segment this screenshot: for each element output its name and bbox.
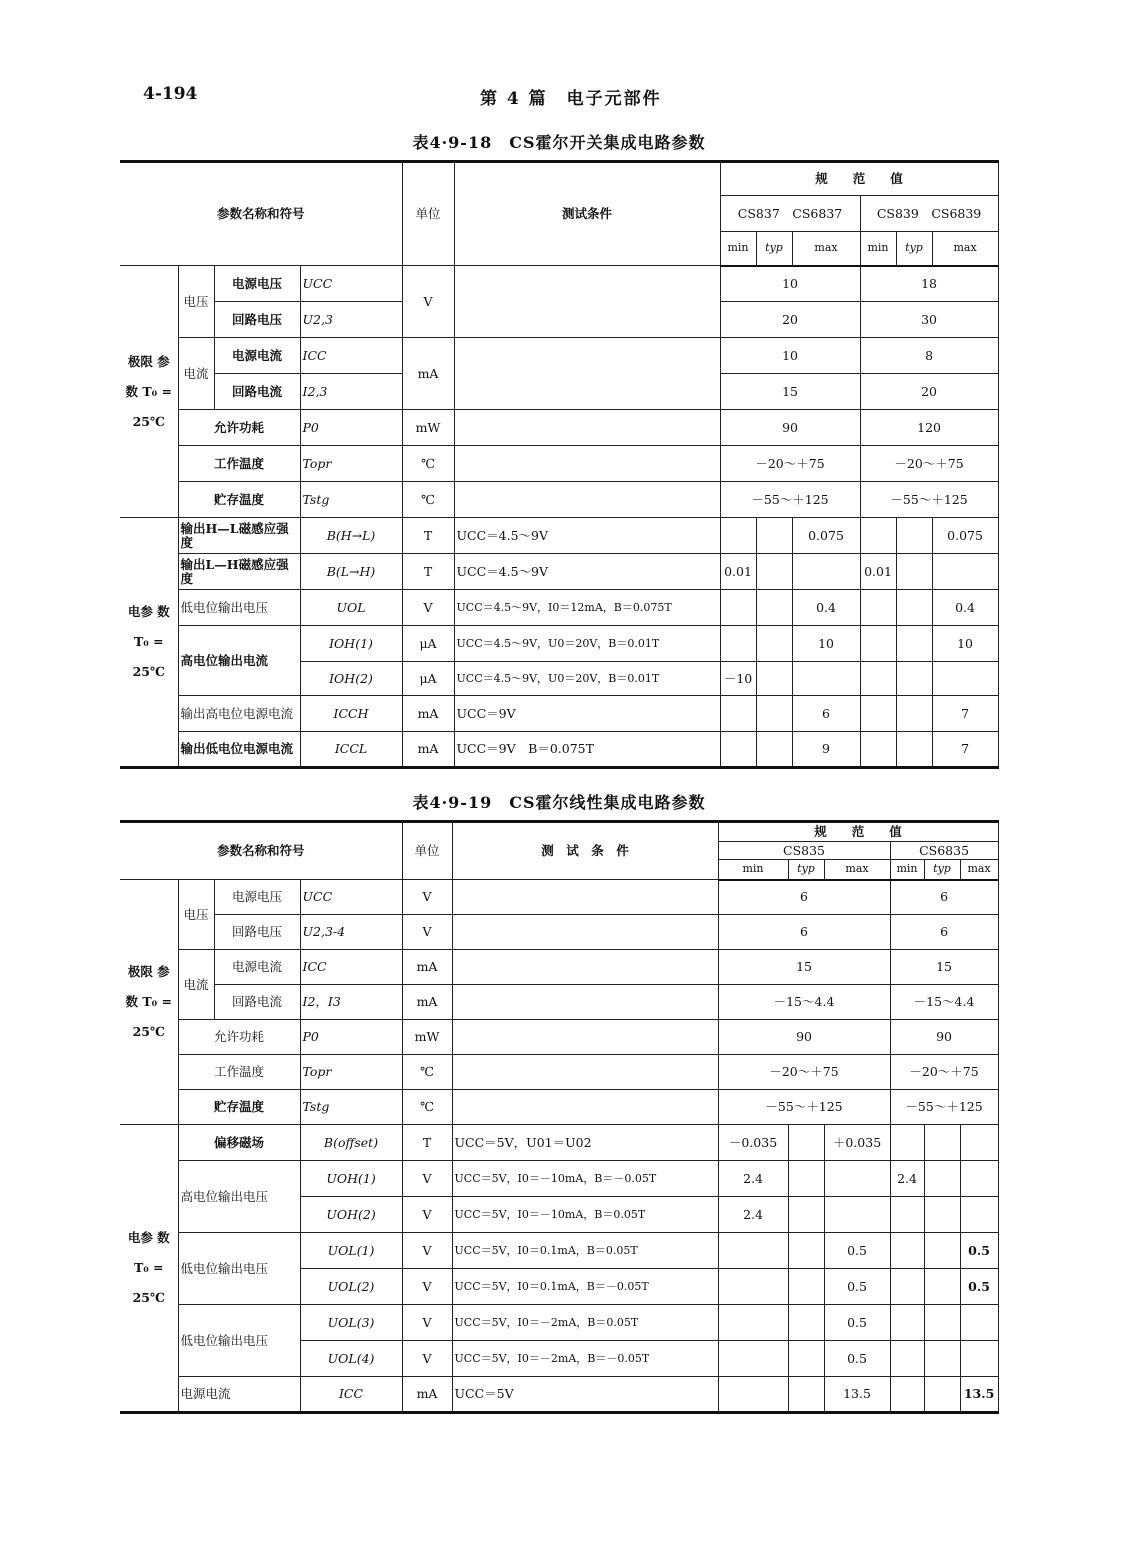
test-condition: UCC＝4.5～9V bbox=[454, 518, 720, 554]
param-symbol: UOH(2) bbox=[300, 1197, 402, 1233]
value-b-max: 7 bbox=[932, 732, 998, 768]
param-name: 偏移磁场 bbox=[178, 1125, 300, 1161]
value-b-min bbox=[890, 1305, 924, 1341]
spec-value-b: 20 bbox=[860, 374, 998, 410]
value-a-typ bbox=[756, 696, 792, 732]
test-condition bbox=[452, 1055, 718, 1090]
spec-value-a: 10 bbox=[720, 338, 860, 374]
param-name: 回路电流 bbox=[214, 374, 300, 410]
value-a-max: 6 bbox=[792, 696, 860, 732]
param-symbol: U2,3-4 bbox=[300, 915, 402, 950]
value-b-max: 0.4 bbox=[932, 590, 998, 626]
param-symbol: UCC bbox=[300, 880, 402, 915]
category-voltage: 电压 bbox=[178, 266, 214, 338]
spec-value-a: －20～＋75 bbox=[718, 1055, 890, 1090]
param-unit: V bbox=[402, 1269, 452, 1305]
table1-sub-min: min bbox=[860, 232, 896, 266]
value-a-max bbox=[824, 1161, 890, 1197]
elec-group-label: 电参 数 T₀ = 25℃ bbox=[120, 1125, 178, 1413]
value-b-max bbox=[960, 1161, 998, 1197]
table1-sub-typ: typ bbox=[896, 232, 932, 266]
param-unit: V bbox=[402, 1233, 452, 1269]
value-a-max bbox=[792, 554, 860, 590]
param-unit: mA bbox=[402, 985, 452, 1020]
param-name: 低电位输出电压 bbox=[178, 1305, 300, 1377]
spec-value-b: 6 bbox=[890, 880, 998, 915]
param-unit: ℃ bbox=[402, 1090, 452, 1125]
value-b-typ bbox=[924, 1269, 960, 1305]
value-b-max: 7 bbox=[932, 696, 998, 732]
value-a-typ bbox=[788, 1269, 824, 1305]
param-symbol: Topr bbox=[300, 1055, 402, 1090]
param-symbol: IOH(2) bbox=[300, 662, 402, 696]
value-a-max: 0.5 bbox=[824, 1233, 890, 1269]
param-name: 电源电压 bbox=[214, 266, 300, 302]
param-unit: V bbox=[402, 880, 452, 915]
value-a-min bbox=[718, 1377, 788, 1413]
spec-value-b: －20～＋75 bbox=[890, 1055, 998, 1090]
param-unit: mA bbox=[402, 338, 454, 410]
value-b-typ bbox=[924, 1197, 960, 1233]
param-unit: mW bbox=[402, 1020, 452, 1055]
spec-value-b: 6 bbox=[890, 915, 998, 950]
test-condition bbox=[452, 915, 718, 950]
param-name: 输出H—L磁感应强度 bbox=[178, 518, 300, 554]
value-a-min: －10 bbox=[720, 662, 756, 696]
test-condition bbox=[454, 482, 720, 518]
param-symbol: UCC bbox=[300, 266, 402, 302]
param-unit: μA bbox=[402, 662, 454, 696]
param-unit: mA bbox=[402, 1377, 452, 1413]
param-name: 低电位输出电压 bbox=[178, 590, 300, 626]
param-name: 回路电压 bbox=[214, 915, 300, 950]
spec-value-a: 10 bbox=[720, 266, 860, 302]
spec-value-b: 8 bbox=[860, 338, 998, 374]
spec-value-b: －55～＋125 bbox=[860, 482, 998, 518]
table2-col-spec: 规 范 值 bbox=[718, 822, 998, 842]
value-b-min: 0.01 bbox=[860, 554, 896, 590]
value-a-max: 0.5 bbox=[824, 1341, 890, 1377]
value-a-max: 10 bbox=[792, 626, 860, 662]
param-symbol: Tstg bbox=[300, 482, 402, 518]
param-symbol: ICC bbox=[300, 338, 402, 374]
test-condition: UCC＝5V bbox=[452, 1377, 718, 1413]
value-b-typ bbox=[896, 554, 932, 590]
test-condition: UCC＝5V，I0＝0.1mA，B＝－0.05T bbox=[452, 1269, 718, 1305]
value-b-typ bbox=[896, 590, 932, 626]
test-condition bbox=[452, 1090, 718, 1125]
value-a-max bbox=[824, 1197, 890, 1233]
limit-group-label: 极限 参数 T₀ = 25℃ bbox=[120, 266, 178, 518]
param-name: 贮存温度 bbox=[178, 482, 300, 518]
value-b-max bbox=[960, 1197, 998, 1233]
spec-value-b: －15～4.4 bbox=[890, 985, 998, 1020]
value-b-min bbox=[860, 626, 896, 662]
table2-col-param: 参数名称和符号 bbox=[120, 822, 402, 880]
table1-models-b: CS839 CS6839 bbox=[860, 196, 998, 232]
param-unit: mA bbox=[402, 950, 452, 985]
param-unit: ℃ bbox=[402, 482, 454, 518]
test-condition: UCC＝4.5～9V bbox=[454, 554, 720, 590]
table1-col-unit: 单位 bbox=[402, 162, 454, 266]
test-condition: UCC＝5V，I0＝－10mA，B＝0.05T bbox=[452, 1197, 718, 1233]
param-symbol: UOL(2) bbox=[300, 1269, 402, 1305]
category-current: 电流 bbox=[178, 950, 214, 1020]
param-symbol: B(H→L) bbox=[300, 518, 402, 554]
param-name: 回路电流 bbox=[214, 985, 300, 1020]
value-b-min bbox=[860, 662, 896, 696]
value-b-min bbox=[860, 518, 896, 554]
param-symbol: UOL(4) bbox=[300, 1341, 402, 1377]
value-b-typ bbox=[924, 1233, 960, 1269]
param-name: 工作温度 bbox=[178, 446, 300, 482]
table1-sub-max: max bbox=[792, 232, 860, 266]
test-condition: UCC＝9V bbox=[454, 696, 720, 732]
param-unit: T bbox=[402, 1125, 452, 1161]
test-condition bbox=[452, 985, 718, 1020]
value-a-typ bbox=[788, 1197, 824, 1233]
table2-sub-min: min bbox=[890, 860, 924, 880]
value-a-typ bbox=[788, 1305, 824, 1341]
table2-model-b: CS6835 bbox=[890, 842, 998, 860]
param-unit: T bbox=[402, 554, 454, 590]
table2-model-a: CS835 bbox=[718, 842, 890, 860]
param-name: 贮存温度 bbox=[178, 1090, 300, 1125]
value-a-min: －0.035 bbox=[718, 1125, 788, 1161]
value-a-typ bbox=[756, 554, 792, 590]
table2-sub-typ: typ bbox=[788, 860, 824, 880]
value-a-min bbox=[720, 518, 756, 554]
value-a-typ bbox=[788, 1125, 824, 1161]
param-name: 输出L—H磁感应强度 bbox=[178, 554, 300, 590]
table2-sub-min: min bbox=[718, 860, 788, 880]
value-b-min: 2.4 bbox=[890, 1161, 924, 1197]
spec-value-a: 6 bbox=[718, 915, 890, 950]
test-condition bbox=[452, 1020, 718, 1055]
param-name: 电源电压 bbox=[214, 880, 300, 915]
value-a-max: ＋0.035 bbox=[824, 1125, 890, 1161]
param-unit: V bbox=[402, 1197, 452, 1233]
value-a-typ bbox=[756, 590, 792, 626]
test-condition: UCC＝5V，I0＝0.1mA，B＝0.05T bbox=[452, 1233, 718, 1269]
param-symbol: P0 bbox=[300, 410, 402, 446]
table1-col-param: 参数名称和符号 bbox=[120, 162, 402, 266]
value-a-min: 0.01 bbox=[720, 554, 756, 590]
value-a-min bbox=[718, 1341, 788, 1377]
value-b-max: 0.5 bbox=[960, 1269, 998, 1305]
table2-col-cond: 测 试 条 件 bbox=[452, 822, 718, 880]
param-symbol: IOH(1) bbox=[300, 626, 402, 662]
param-name: 电源电流 bbox=[178, 1377, 300, 1413]
value-b-typ bbox=[924, 1377, 960, 1413]
value-b-typ bbox=[896, 518, 932, 554]
value-a-min bbox=[718, 1233, 788, 1269]
value-a-typ bbox=[788, 1233, 824, 1269]
value-a-min bbox=[720, 696, 756, 732]
param-unit: V bbox=[402, 266, 454, 338]
elec-group-label: 电参 数 T₀ = 25℃ bbox=[120, 518, 178, 768]
param-symbol: ICCH bbox=[300, 696, 402, 732]
value-a-typ bbox=[756, 732, 792, 768]
param-unit: ℃ bbox=[402, 446, 454, 482]
spec-value-a: －55～＋125 bbox=[720, 482, 860, 518]
value-b-min bbox=[890, 1269, 924, 1305]
value-a-typ bbox=[756, 626, 792, 662]
param-symbol: U2,3 bbox=[300, 302, 402, 338]
value-a-max: 0.075 bbox=[792, 518, 860, 554]
table2-sub-typ: typ bbox=[924, 860, 960, 880]
param-unit: mA bbox=[402, 732, 454, 768]
value-a-max: 0.4 bbox=[792, 590, 860, 626]
spec-value-a: 90 bbox=[718, 1020, 890, 1055]
spec-value-a: －20～＋75 bbox=[720, 446, 860, 482]
value-b-typ bbox=[924, 1305, 960, 1341]
value-b-min bbox=[890, 1341, 924, 1377]
table2-sub-max: max bbox=[960, 860, 998, 880]
value-a-max: 9 bbox=[792, 732, 860, 768]
table1-sub-max: max bbox=[932, 232, 998, 266]
param-symbol: B(offset) bbox=[300, 1125, 402, 1161]
table2-col-unit: 单位 bbox=[402, 822, 452, 880]
value-a-max: 0.5 bbox=[824, 1305, 890, 1341]
value-a-min bbox=[718, 1269, 788, 1305]
value-a-min bbox=[718, 1305, 788, 1341]
test-condition bbox=[452, 880, 718, 915]
param-unit: T bbox=[402, 518, 454, 554]
table2 bbox=[120, 820, 999, 1414]
param-name: 低电位输出电压 bbox=[178, 1233, 300, 1305]
value-b-max bbox=[960, 1305, 998, 1341]
test-condition: UCC＝4.5～9V，U0＝20V，B＝0.01T bbox=[454, 662, 720, 696]
test-condition: UCC＝5V，I0＝－10mA，B＝－0.05T bbox=[452, 1161, 718, 1197]
param-symbol: Tstg bbox=[300, 1090, 402, 1125]
value-a-min: 2.4 bbox=[718, 1197, 788, 1233]
param-symbol: P0 bbox=[300, 1020, 402, 1055]
value-b-typ bbox=[896, 696, 932, 732]
spec-value-a: 15 bbox=[720, 374, 860, 410]
param-unit: mA bbox=[402, 696, 454, 732]
param-symbol: UOL bbox=[300, 590, 402, 626]
value-b-typ bbox=[896, 662, 932, 696]
param-symbol: UOL(1) bbox=[300, 1233, 402, 1269]
table1-models-a: CS837 CS6837 bbox=[720, 196, 860, 232]
spec-value-a: 6 bbox=[718, 880, 890, 915]
test-condition bbox=[454, 338, 720, 410]
value-a-typ bbox=[788, 1341, 824, 1377]
table1-sub-min: min bbox=[720, 232, 756, 266]
param-symbol: UOL(3) bbox=[300, 1305, 402, 1341]
value-b-typ bbox=[924, 1125, 960, 1161]
spec-value-b: 30 bbox=[860, 302, 998, 338]
test-condition bbox=[454, 266, 720, 338]
spec-value-a: 90 bbox=[720, 410, 860, 446]
value-b-min bbox=[860, 696, 896, 732]
test-condition: UCC＝5V，I0＝－2mA，B＝－0.05T bbox=[452, 1341, 718, 1377]
value-b-min bbox=[860, 590, 896, 626]
value-b-typ bbox=[924, 1161, 960, 1197]
value-b-max bbox=[960, 1341, 998, 1377]
param-symbol: I2，I3 bbox=[300, 985, 402, 1020]
value-b-max: 0.5 bbox=[960, 1233, 998, 1269]
table2-sub-max: max bbox=[824, 860, 890, 880]
param-unit: mW bbox=[402, 410, 454, 446]
value-a-max bbox=[792, 662, 860, 696]
table1-caption: 表4·9-18 CS霍尔开关集成电路参数 bbox=[412, 133, 706, 152]
category-current: 电流 bbox=[178, 338, 214, 410]
category-voltage: 电压 bbox=[178, 880, 214, 950]
value-b-max: 13.5 bbox=[960, 1377, 998, 1413]
test-condition: UCC＝4.5～9V，U0＝20V，B＝0.01T bbox=[454, 626, 720, 662]
test-condition: UCC＝9V B＝0.075T bbox=[454, 732, 720, 768]
test-condition: UCC＝4.5～9V，I0＝12mA，B＝0.075T bbox=[454, 590, 720, 626]
value-a-typ bbox=[756, 518, 792, 554]
value-a-min bbox=[720, 732, 756, 768]
value-a-typ bbox=[756, 662, 792, 696]
param-unit: V bbox=[402, 915, 452, 950]
table1-col-cond: 测试条件 bbox=[454, 162, 720, 266]
test-condition bbox=[452, 950, 718, 985]
table1-col-spec: 规 范 值 bbox=[720, 162, 998, 196]
value-b-max: 10 bbox=[932, 626, 998, 662]
param-unit: ℃ bbox=[402, 1055, 452, 1090]
test-condition bbox=[454, 446, 720, 482]
chapter-title: 第 4 篇 电子元部件 bbox=[480, 89, 662, 109]
param-symbol: Topr bbox=[300, 446, 402, 482]
param-symbol: B(L→H) bbox=[300, 554, 402, 590]
value-b-max bbox=[932, 554, 998, 590]
param-unit: V bbox=[402, 1341, 452, 1377]
spec-value-b: －20～＋75 bbox=[860, 446, 998, 482]
param-symbol: UOH(1) bbox=[300, 1161, 402, 1197]
param-symbol: ICCL bbox=[300, 732, 402, 768]
value-a-typ bbox=[788, 1161, 824, 1197]
param-name: 工作温度 bbox=[178, 1055, 300, 1090]
value-b-min bbox=[890, 1197, 924, 1233]
param-name: 输出低电位电源电流 bbox=[178, 732, 300, 768]
param-unit: μA bbox=[402, 626, 454, 662]
param-name: 电源电流 bbox=[214, 950, 300, 985]
value-b-min bbox=[890, 1377, 924, 1413]
value-b-max bbox=[960, 1125, 998, 1161]
spec-value-a: 20 bbox=[720, 302, 860, 338]
param-name: 高电位输出电压 bbox=[178, 1161, 300, 1233]
value-b-min bbox=[890, 1233, 924, 1269]
test-condition: UCC＝5V，I0＝－2mA，B＝0.05T bbox=[452, 1305, 718, 1341]
param-symbol: ICC bbox=[300, 950, 402, 985]
value-b-max: 0.075 bbox=[932, 518, 998, 554]
spec-value-b: 120 bbox=[860, 410, 998, 446]
spec-value-b: 18 bbox=[860, 266, 998, 302]
param-name: 电源电流 bbox=[214, 338, 300, 374]
value-b-typ bbox=[924, 1341, 960, 1377]
value-a-min bbox=[720, 626, 756, 662]
param-symbol: I2,3 bbox=[300, 374, 402, 410]
spec-value-b: －55～＋125 bbox=[890, 1090, 998, 1125]
param-unit: V bbox=[402, 1305, 452, 1341]
spec-value-a: 15 bbox=[718, 950, 890, 985]
value-b-typ bbox=[896, 626, 932, 662]
page-number: 4-194 bbox=[143, 84, 198, 104]
value-a-min bbox=[720, 590, 756, 626]
spec-value-a: －55～＋125 bbox=[718, 1090, 890, 1125]
value-b-min bbox=[890, 1125, 924, 1161]
param-name: 允许功耗 bbox=[178, 1020, 300, 1055]
value-b-typ bbox=[896, 732, 932, 768]
param-name: 回路电压 bbox=[214, 302, 300, 338]
spec-value-a: －15～4.4 bbox=[718, 985, 890, 1020]
spec-value-b: 90 bbox=[890, 1020, 998, 1055]
test-condition bbox=[454, 410, 720, 446]
param-symbol: ICC bbox=[300, 1377, 402, 1413]
value-b-min bbox=[860, 732, 896, 768]
param-name: 高电位输出电流 bbox=[178, 626, 300, 696]
param-unit: V bbox=[402, 1161, 452, 1197]
spec-value-b: 15 bbox=[890, 950, 998, 985]
param-name: 输出高电位电源电流 bbox=[178, 696, 300, 732]
value-a-max: 13.5 bbox=[824, 1377, 890, 1413]
limit-group-label: 极限 参数 T₀ = 25℃ bbox=[120, 880, 178, 1125]
value-a-min: 2.4 bbox=[718, 1161, 788, 1197]
value-a-typ bbox=[788, 1377, 824, 1413]
table2-caption: 表4·9-19 CS霍尔线性集成电路参数 bbox=[412, 793, 706, 812]
param-unit: V bbox=[402, 590, 454, 626]
test-condition: UCC＝5V，U01＝U02 bbox=[452, 1125, 718, 1161]
table1 bbox=[120, 160, 999, 769]
value-a-max: 0.5 bbox=[824, 1269, 890, 1305]
value-b-max bbox=[932, 662, 998, 696]
table1-sub-typ: typ bbox=[756, 232, 792, 266]
param-name: 允许功耗 bbox=[178, 410, 300, 446]
